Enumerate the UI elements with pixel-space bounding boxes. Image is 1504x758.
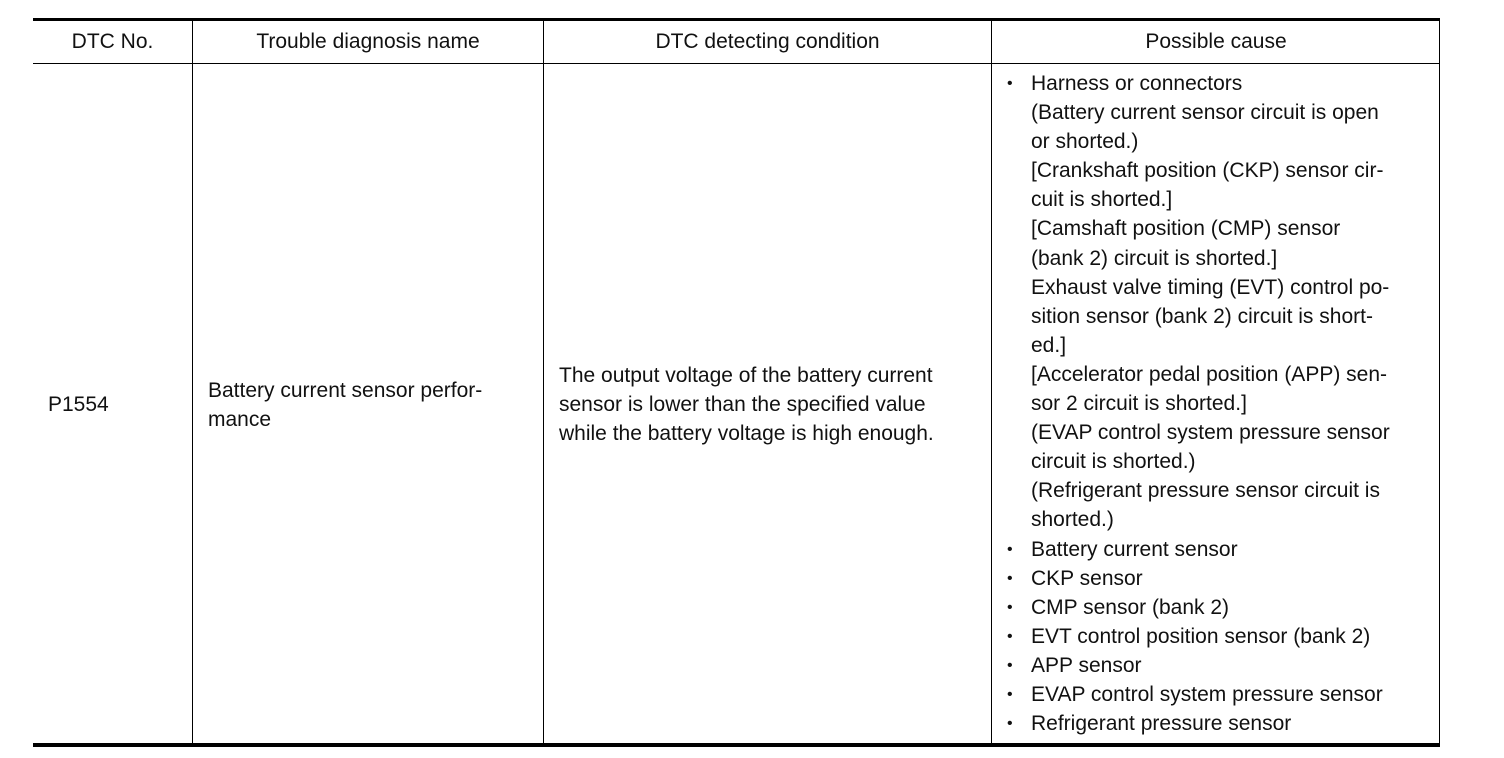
cause-item bbox=[1005, 564, 1390, 593]
cause-item-label: CKP sensor bbox=[1031, 566, 1143, 590]
cause-detail-line: [Accelerator pedal position (APP) sen- bbox=[1031, 362, 1388, 386]
cell-trouble-diagnosis-name bbox=[208, 376, 482, 434]
cell-detecting-condition bbox=[559, 361, 934, 448]
cause-detail-line: [Camshaft position (CMP) sensor bbox=[1031, 217, 1341, 241]
column-divider bbox=[192, 21, 193, 743]
condition-line: sensor is lower than the specified value bbox=[559, 393, 926, 417]
cause-detail-line: sor 2 circuit is shorted.] bbox=[1031, 392, 1247, 416]
cause-item bbox=[1005, 709, 1390, 738]
cause-detail-line: (bank 2) circuit is shorted.] bbox=[1031, 246, 1278, 270]
cause-item-label: Battery current sensor bbox=[1031, 537, 1238, 561]
cause-detail-line: (EVAP control system pressure sensor bbox=[1031, 421, 1390, 445]
dtc-table bbox=[33, 18, 1440, 747]
cause-item-label: APP sensor bbox=[1031, 653, 1142, 677]
cause-detail-line: cuit is shorted.] bbox=[1031, 188, 1173, 212]
cause-item bbox=[1005, 622, 1390, 651]
cell-dtc-number: P1554 bbox=[48, 393, 109, 416]
cause-detail-line: shorted.) bbox=[1031, 508, 1114, 532]
cause-item-label: EVT control position sensor (bank 2) bbox=[1031, 624, 1371, 648]
possible-cause-list bbox=[1005, 69, 1390, 738]
cause-detail-line: (Refrigerant pressure sensor circuit is bbox=[1031, 479, 1380, 503]
cause-detail-line: [Crankshaft position (CKP) sensor cir- bbox=[1031, 159, 1384, 183]
cause-item-label: CMP sensor (bank 2) bbox=[1031, 595, 1230, 619]
table-header-row bbox=[33, 21, 1440, 64]
cause-item-label: Refrigerant pressure sensor bbox=[1031, 712, 1292, 736]
cause-item bbox=[1005, 69, 1390, 98]
cause-detail-line: sition sensor (bank 2) circuit is short- bbox=[1031, 304, 1373, 328]
column-divider bbox=[543, 21, 544, 743]
cause-item bbox=[1005, 535, 1390, 564]
bullet-icon: • bbox=[1007, 627, 1013, 645]
bullet-icon: • bbox=[1007, 685, 1013, 703]
bullet-icon: • bbox=[1007, 656, 1013, 674]
condition-line: The output voltage of the battery current bbox=[559, 364, 933, 387]
cause-detail-line: (Battery current sensor circuit is open bbox=[1031, 101, 1379, 125]
bullet-icon: • bbox=[1007, 75, 1013, 92]
cause-detail-line: Exhaust valve timing (EVT) control po- bbox=[1031, 275, 1390, 299]
cause-item-label: EVAP control system pressure sensor bbox=[1031, 682, 1383, 706]
bullet-icon: • bbox=[1007, 540, 1013, 558]
header-dtc-no: DTC No. bbox=[71, 30, 154, 53]
cause-detail-line: ed.] bbox=[1031, 333, 1067, 357]
header-possible-cause: Possible cause bbox=[1145, 30, 1287, 53]
trouble-name-line: Battery current sensor perfor- bbox=[208, 379, 483, 402]
cause-item-label: Harness or connectors bbox=[1031, 72, 1243, 95]
cause-item bbox=[1005, 680, 1390, 709]
condition-line: while the battery voltage is high enough. bbox=[559, 422, 934, 446]
bullet-icon: • bbox=[1007, 569, 1013, 587]
trouble-name-line: mance bbox=[208, 408, 272, 432]
cause-item bbox=[1005, 651, 1390, 680]
cause-detail-line: or shorted.) bbox=[1031, 130, 1139, 154]
cause-detail-line: circuit is shorted.) bbox=[1031, 450, 1196, 474]
cause-item bbox=[1005, 593, 1390, 622]
bullet-icon: • bbox=[1007, 715, 1013, 733]
header-dtc-detecting-condition: DTC detecting condition bbox=[655, 30, 880, 53]
bullet-icon: • bbox=[1007, 598, 1013, 616]
header-trouble-diagnosis-name: Trouble diagnosis name bbox=[256, 30, 480, 53]
cause-item-details bbox=[1005, 98, 1390, 534]
column-divider bbox=[991, 21, 992, 743]
column-divider bbox=[1439, 21, 1440, 743]
